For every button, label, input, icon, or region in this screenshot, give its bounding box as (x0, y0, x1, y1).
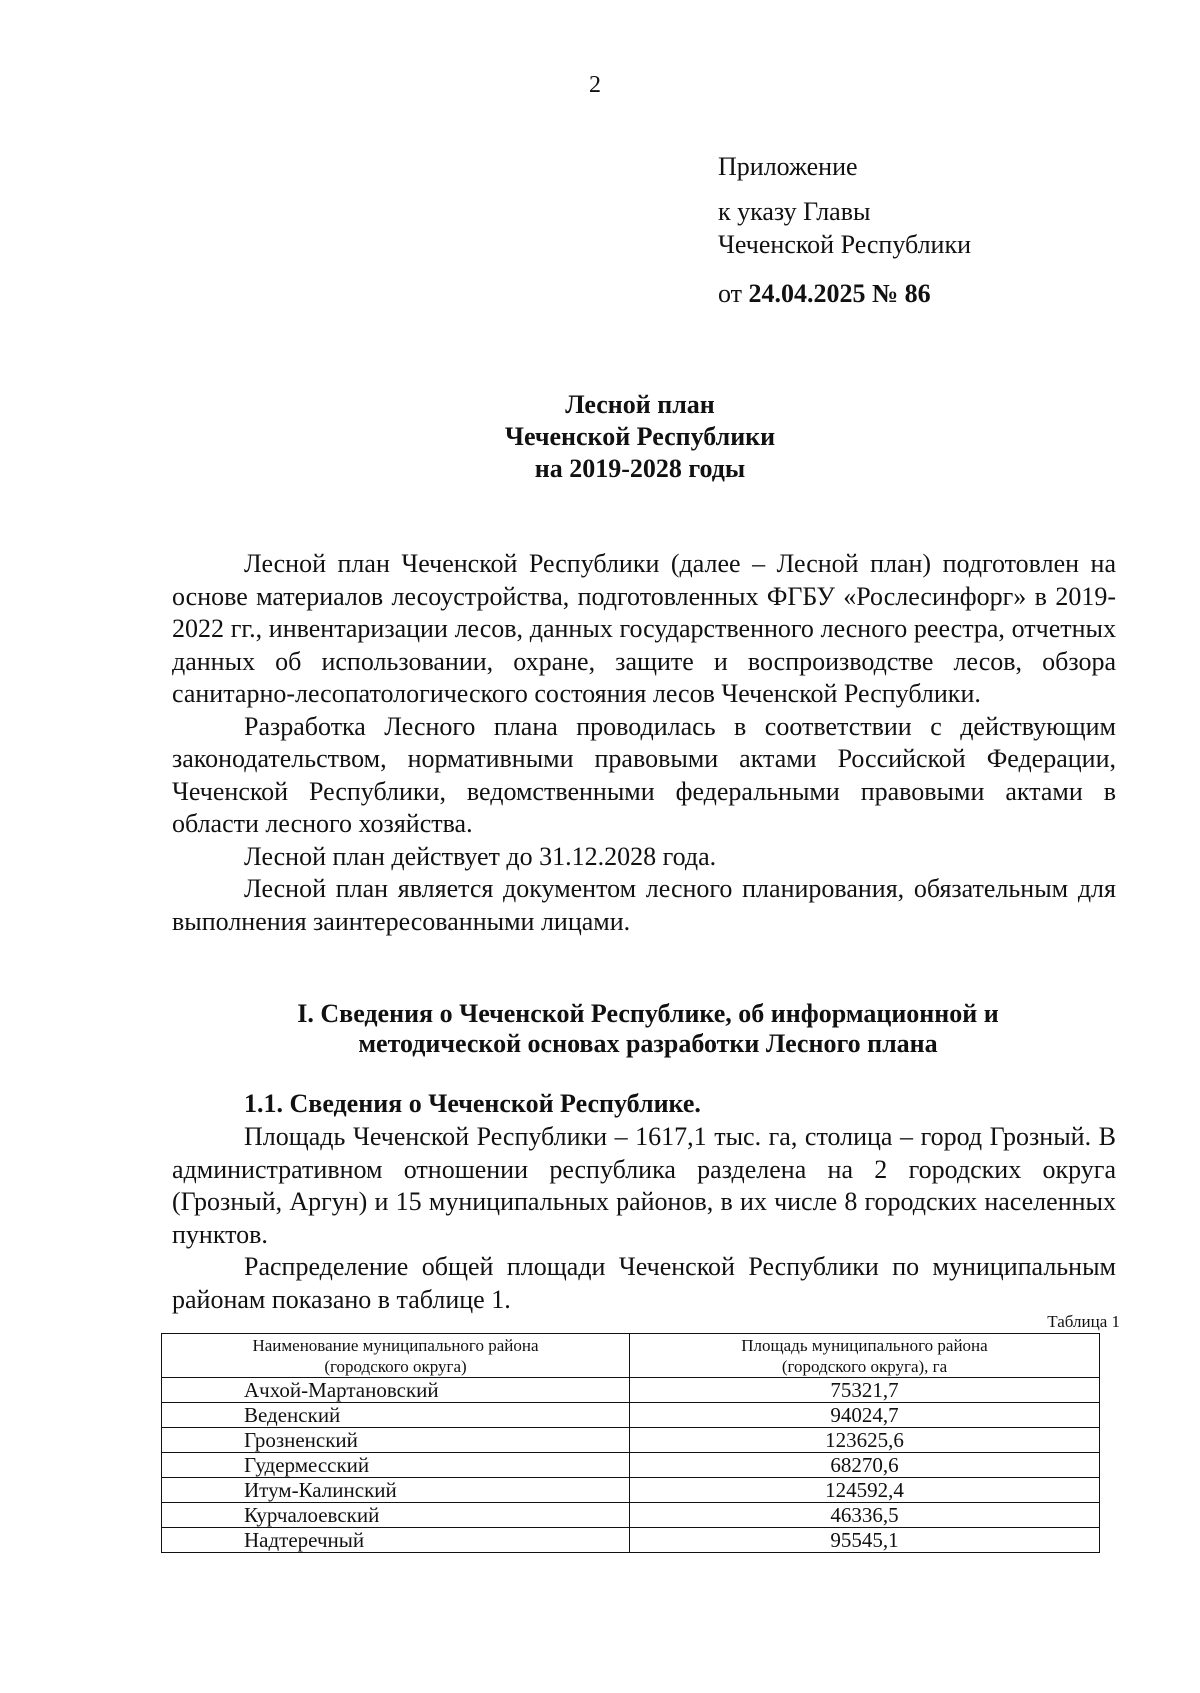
header-district-name (162, 1334, 630, 1378)
district-name: Надтеречный (162, 1528, 630, 1553)
district-area: 124592,4 (630, 1478, 1100, 1503)
table-row (162, 1453, 1100, 1478)
title-line-1: Лесной план (565, 390, 715, 419)
header-district-area (630, 1334, 1100, 1378)
table-row (162, 1403, 1100, 1428)
intro-paragraph-2: Разработка Лесного плана проводилась в соответствии с действующим законодательством, нормативными правовыми актами Российской Федерации, Чеченской Республики, ведомственными федеральными правовыми актами в области лесного хозяйства. (172, 711, 1116, 838)
decree-line (718, 277, 971, 310)
section-heading (0, 999, 1200, 1059)
appendix-line-1: Приложение (718, 152, 858, 181)
page-number: 2 (589, 72, 601, 98)
header-name-line-2: (городского округа) (324, 1357, 467, 1376)
table-header-row (162, 1334, 1100, 1378)
district-name: Ачхой-Мартановский (162, 1378, 630, 1403)
appendix-line-2: к указу Главы (718, 197, 871, 226)
district-area: 95545,1 (630, 1528, 1100, 1553)
table-caption: Таблица 1 (1047, 1312, 1120, 1331)
title-line-2: Чеченской Республики (504, 422, 776, 451)
districts-table (161, 1333, 1100, 1553)
table-row (162, 1503, 1100, 1528)
appendix-line-3: Чеченской Республики (718, 230, 972, 259)
document-title (0, 389, 1200, 485)
district-name: Курчалоевский (162, 1503, 630, 1528)
intro-paragraph-4: Лесной план является документом лесного планирования, обязательным для выполнения заинтересованными лицами. (172, 874, 1116, 936)
subsection (172, 1087, 1116, 1316)
table-row (162, 1378, 1100, 1403)
district-name: Грозненский (162, 1428, 630, 1453)
table-row (162, 1528, 1100, 1553)
intro-text (172, 548, 1116, 938)
decree-prefix: от (718, 279, 743, 308)
table-row (162, 1428, 1100, 1453)
section-heading-line-2: методической основах разработки Лесного плана (358, 1029, 938, 1058)
district-area: 75321,7 (630, 1378, 1100, 1403)
header-area-line-1: Площадь муниципального района (741, 1336, 988, 1355)
district-area: 46336,5 (630, 1503, 1100, 1528)
district-name: Гудермесский (162, 1453, 630, 1478)
subsection-title: 1.1. Сведения о Чеченской Республике. (244, 1089, 701, 1118)
subsection-paragraph-2: Распределение общей площади Чеченской Республики по муниципальным районам показано в таблице 1. (172, 1252, 1116, 1314)
table-row (162, 1478, 1100, 1503)
district-name: Веденский (162, 1403, 630, 1428)
decree-number: № 86 (872, 279, 931, 308)
header-name-line-1: Наименование муниципального района (252, 1336, 539, 1355)
district-area: 94024,7 (630, 1403, 1100, 1428)
intro-paragraph-3: Лесной план действует до 31.12.2028 года. (244, 841, 717, 871)
subsection-paragraph-1: Площадь Чеченской Республики – 1617,1 тыс. га, столица – город Грозный. В административном отношении республика разделена на 2 городских округа (Грозный, Аргун) и 15 муниципальных районов, в их числе 8 городских населенных пунктов. (172, 1122, 1116, 1249)
decree-date: 24.04.2025 (748, 279, 866, 308)
appendix-block (718, 150, 971, 310)
section-heading-line-1: I. Сведения о Чеченской Республике, об информационной и (297, 999, 999, 1028)
district-name: Итум-Калинский (162, 1478, 630, 1503)
district-area: 123625,6 (630, 1428, 1100, 1453)
intro-paragraph-1: Лесной план Чеченской Республики (далее – Лесной план) подготовлен на основе материалов лесоустройства, подготовленных ФГБУ «Рослесинфорг» в 2019-2022 гг., инвентаризации лесов, данных государственного лесного реестра, отчетных данных об использовании, охране, защите и воспроизводстве лесов, обзора санитарно-лесопатологического состояния лесов Чеченской Республики. (172, 549, 1116, 708)
header-area-line-2: (городского округа), га (781, 1357, 948, 1376)
title-line-3: на 2019-2028 годы (534, 454, 746, 483)
district-area: 68270,6 (630, 1453, 1100, 1478)
